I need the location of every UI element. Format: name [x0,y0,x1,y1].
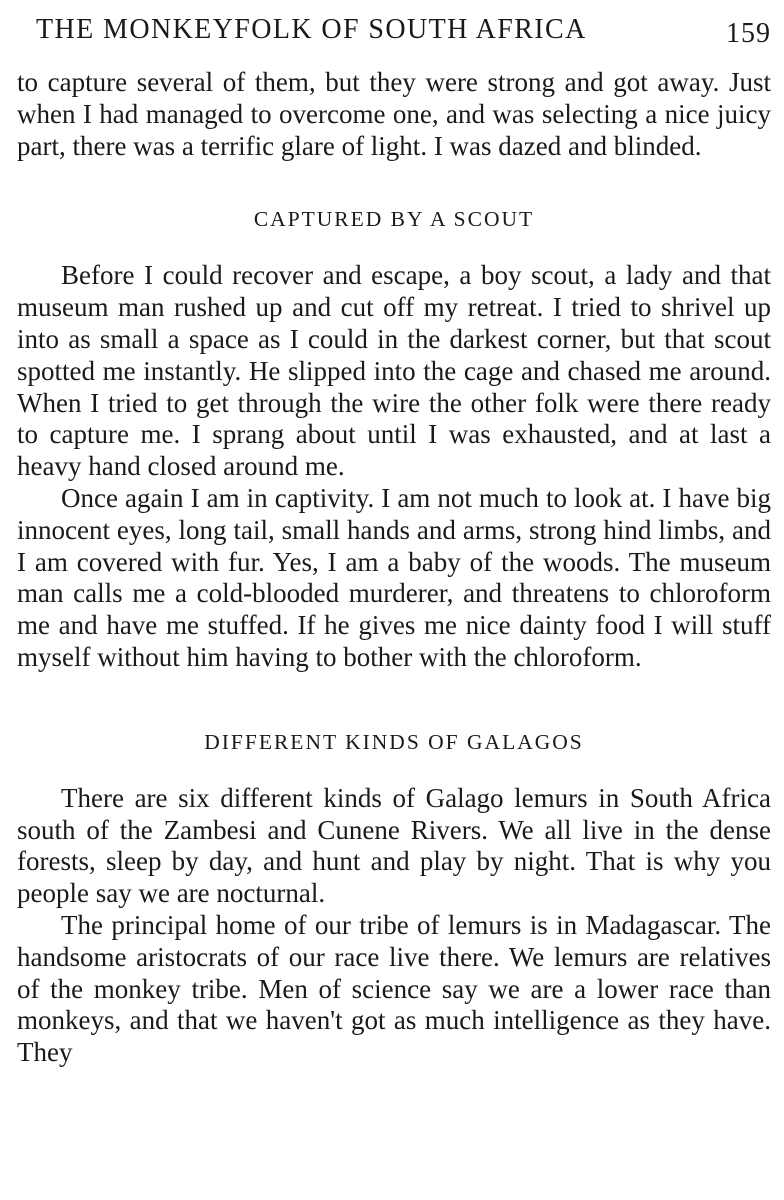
book-page [17,0,771,1069]
paragraph: There are six different kinds of Galago lemurs in South Africa south of the Zambesi and Cunene Rivers. We all live in the dense forests, sleep by day, and hunt and play by night. That is why you people say we are nocturnal. [17,782,771,909]
paragraph-continued: to capture several of them, but they were strong and got away. Just when I had managed to overcome one, and was selecting a nice juicy part, there was a terrific glare of light. I was dazed and blinded. [17,67,771,161]
page-number: 159 [726,18,771,49]
running-head [17,0,771,62]
section-heading-galagos: DIFFERENT KINDS OF GALAGOS [204,729,584,754]
running-title: THE MONKEYFOLK OF SOUTH AFRICA [36,14,587,45]
section-heading-captured: CAPTURED BY A SCOUT [253,207,535,232]
paragraph: Before I could recover and escape, a boy scout, a lady and that museum man rushed up and cut off my retreat. I tried to shrivel up into as small a space as I could in the darkest corner, but that scout spotted me instantly. He slipped into the cage and chased me around. When I tried to get through the wire the other folk were there ready to capture me. I sprang about until I was exhausted, and at last a heavy hand closed around me. [17,260,771,482]
paragraph: Once again I am in captivity. I am not much to look at. I have big innocent eyes, long tail, small hands and arms, strong hind limbs, and I am covered with fur. Yes, I am a baby of the woods. The museum man calls me a cold-blooded murderer, and threatens to chloroform me and have me stuffed. If he gives me nice dainty food I will stuff myself without him having to bother with the chloroform. [17,482,771,672]
paragraph: The principal home of our tribe of lemurs is in Madagascar. The handsome aristocrats of our race live there. We lemurs are relatives of the monkey tribe. Men of science say we are a lower race than monkeys, and that we haven't got as much intelligence as they have. They [17,909,771,1068]
